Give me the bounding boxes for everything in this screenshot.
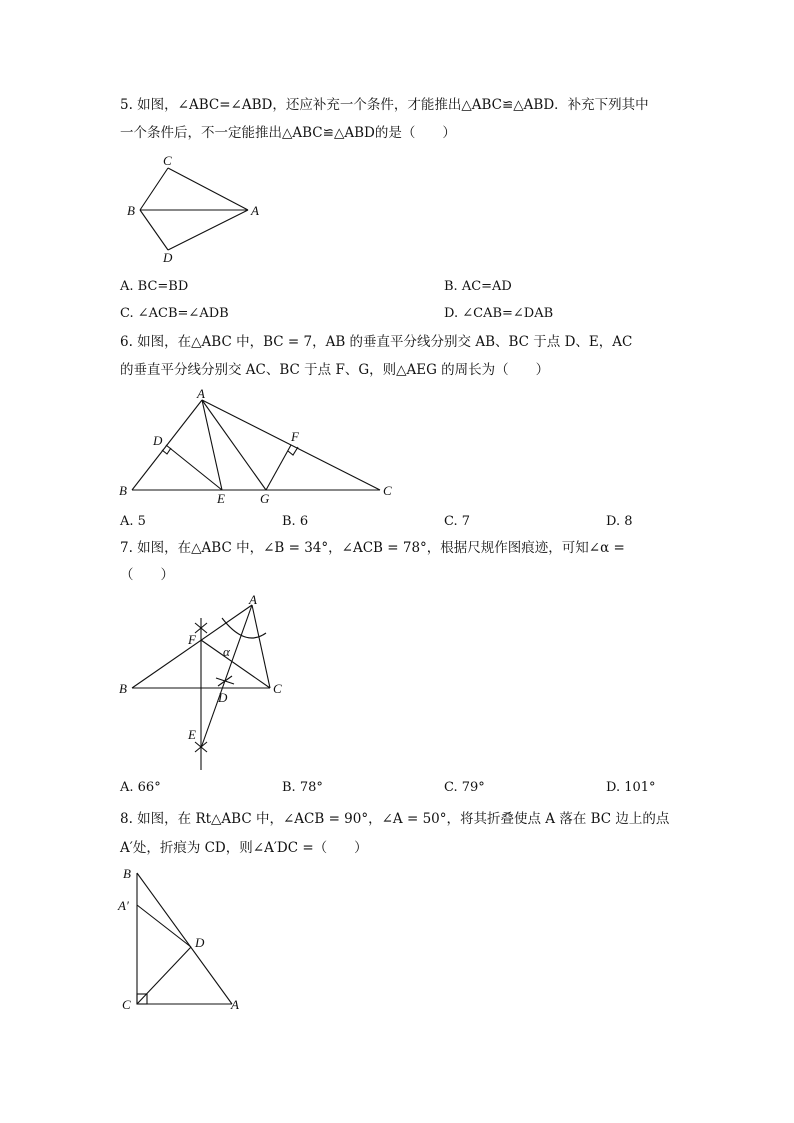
q5-edge-bc: [140, 168, 168, 210]
q7-arc-mark-bottom-2: [195, 742, 207, 752]
q5-edge-ca: [168, 168, 248, 210]
q7-label-d: D: [218, 690, 228, 705]
q6-edge-ab: [132, 400, 202, 490]
q7-line2: （ ）: [120, 567, 174, 583]
q7-angle-bisector: [201, 605, 252, 748]
q8-label-b: B: [123, 866, 131, 881]
q7-edge-ac: [252, 605, 270, 688]
q7-label-e: E: [188, 727, 196, 742]
q8-label-a: A: [231, 997, 239, 1012]
q6-segment-ae: [202, 400, 222, 490]
q8-line1: 8. 如图，在 Rt△ABC 中，∠ACB = 90°，∠A = 50°，将其折叠使点 A 落在 BC 边上的点: [120, 811, 670, 827]
q6-option-d[interactable]: D. 8: [606, 514, 633, 529]
q8-label-d: D: [195, 935, 205, 950]
q6-edge-ac: [202, 400, 380, 490]
q7-edge-ab: [132, 605, 252, 688]
q7-label-a: A: [249, 592, 257, 607]
q5-option-a[interactable]: A. BC=BD: [120, 279, 189, 294]
q7-label-alpha: α: [223, 644, 230, 659]
q6-label-d: D: [153, 433, 163, 448]
q7-segment-fc: [201, 640, 270, 688]
q5-option-d[interactable]: D. ∠CAB=∠DAB: [444, 306, 554, 321]
q5-edge-da: [168, 210, 248, 250]
q7-arc-mark-top-1: [195, 623, 207, 633]
q7-line1: 7. 如图，在△ABC 中，∠B = 34°，∠ACB = 78°，根据尺规作图痕迹，可知∠α =: [120, 540, 625, 556]
q6-segment-ag: [202, 400, 266, 490]
q6-label-f: F: [291, 429, 299, 444]
q6-label-e: E: [217, 491, 225, 506]
q6-option-b[interactable]: B. 6: [282, 514, 309, 529]
q6-perp-de: [166, 445, 222, 490]
q6-option-c[interactable]: C. 7: [444, 514, 471, 529]
q7-label-c: C: [273, 681, 282, 696]
q6-label-c: C: [383, 483, 392, 498]
q7-arc-a: [222, 618, 266, 638]
q6-line1: 6. 如图，在△ABC 中，BC = 7，AB 的垂直平分线分别交 AB、BC 于点 D、E，AC: [120, 334, 633, 350]
q8-edge-ab: [137, 873, 232, 1004]
q6-line2: 的垂直平分线分别交 AC、BC 于点 F、G，则△AEG 的周长为（ ）: [120, 362, 550, 378]
q5-option-b[interactable]: B. AC=AD: [444, 279, 512, 294]
q7-label-f: F: [188, 632, 196, 647]
q6-right-angle-f: [288, 447, 298, 455]
q5-label-a: A: [251, 203, 259, 218]
q8-label-a-prime: A′: [118, 898, 129, 913]
q7-option-d[interactable]: D. 101°: [606, 780, 656, 795]
q5-option-c[interactable]: C. ∠ACB=∠ADB: [120, 306, 229, 321]
q6-label-g: G: [260, 491, 270, 506]
q5-label-d: D: [163, 250, 173, 265]
q6-option-a[interactable]: A. 5: [120, 514, 146, 529]
q6-label-b: B: [119, 483, 127, 498]
q7-option-a[interactable]: A. 66°: [120, 780, 161, 795]
q7-label-b: B: [119, 681, 127, 696]
q5-edge-bd: [140, 210, 168, 250]
q7-arc-mark-bottom-1: [195, 742, 207, 752]
q8-line2: A′处，折痕为 CD，则∠A′DC =（ ）: [120, 840, 368, 856]
q8-right-angle-c: [137, 994, 147, 1004]
q5-label-c: C: [163, 153, 172, 168]
q6-perp-fg: [266, 445, 291, 490]
q7-arc-mark-d-1: [216, 678, 234, 684]
q7-option-b[interactable]: B. 78°: [282, 780, 323, 795]
q5-line2: 一个条件后，不一定能推出△ABC≌△ABD的是（ ）: [120, 125, 456, 141]
q7-arc-mark-d-2: [218, 676, 232, 686]
q8-label-c: C: [122, 997, 131, 1012]
q5-line1: 5. 如图，∠ABC=∠ABD，还应补充一个条件，才能推出△ABC≌△ABD．补充下列其中: [120, 97, 649, 113]
q7-arc-mark-top-2: [195, 623, 207, 633]
q6-label-a: A: [197, 386, 205, 401]
q8-crease-cd: [137, 947, 191, 1004]
q7-option-c[interactable]: C. 79°: [444, 780, 485, 795]
q5-label-b: B: [127, 203, 135, 218]
q6-right-angle-d: [162, 448, 171, 454]
q8-segment-a-prime-d: [137, 905, 191, 947]
